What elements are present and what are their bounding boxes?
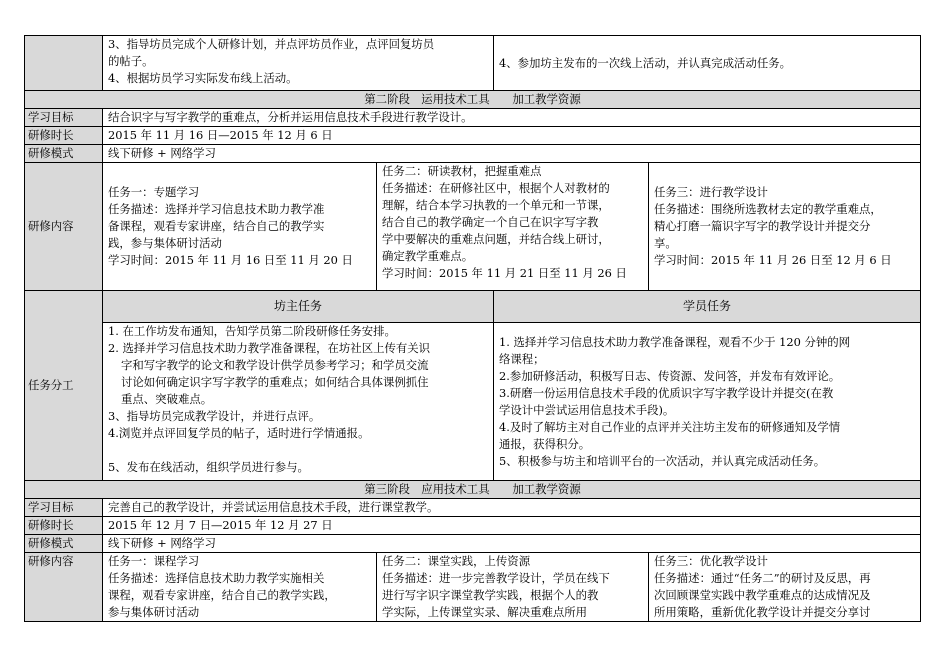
text-line: 任务一：课程学习 — [108, 554, 200, 568]
mode-value: 线下研修 + 网络学习 — [103, 535, 921, 553]
list-item: 4.及时了解坊主对自己作业的点评并关注坊主发布的研修通知及学情 — [499, 419, 841, 434]
text-line: 任务一：专题学习 — [108, 185, 200, 199]
list-item: 2. 选择并学习信息技术助力教学准备课程，在坊社区上传有关识 — [108, 341, 431, 355]
task-cell — [649, 553, 921, 622]
stage2-title-row — [25, 91, 921, 109]
text-line: 课程，观看专家讲座，结合自己的教学实践， — [108, 588, 336, 602]
text-line: 次回顾课堂实践中教学重难点的达成情况及 — [654, 588, 871, 602]
list-item: 重点、突破难点。 — [121, 392, 213, 406]
division-header-row — [25, 291, 921, 323]
text-line: 4、参加坊主发布的一次线上活动，并认真完成活动任务。 — [499, 55, 792, 70]
text-line: 确定教学重难点。 — [382, 249, 474, 263]
list-item: 5、发布在线活动，组织学员进行参与。 — [108, 460, 309, 474]
leader-task-list — [103, 323, 494, 481]
text-line: 备课程，观看专家讲座，结合自己的教学实 — [108, 219, 325, 233]
text-line: 所用策略，重新优化教学设计并提交分享讨 — [654, 605, 871, 619]
text-line: 4、根据坊员学习实际发布线上活动。 — [108, 71, 298, 85]
goal-value: 完善自己的教学设计，并尝试运用信息技术手段，进行课堂教学。 — [103, 499, 921, 517]
row-label: 研修内容 — [25, 553, 103, 622]
leader-tasks-continued — [103, 36, 494, 91]
row-label: 研修时长 — [25, 127, 103, 145]
text-line: 进行写字识字课堂教学实践，根据个人的教 — [382, 588, 599, 602]
task-cell — [377, 163, 649, 291]
stage2-content-row — [25, 163, 921, 291]
duration-value: 2015 年 12 月 7 日—2015 年 12 月 27 日 — [103, 517, 921, 535]
stage3-mode-row — [25, 535, 921, 553]
member-task-list — [494, 323, 921, 481]
text-line: 任务描述：围绕所选教材去定的教学重难点， — [654, 202, 882, 216]
text-line: 任务描述：选择信息技术助力教学实施相关 — [108, 571, 325, 585]
text-line: 任务描述：进一步完善教学设计，学员在线下 — [382, 571, 610, 585]
list-item: 3、指导坊员完成教学设计，并进行点评。 — [108, 409, 321, 423]
goal-value: 结合识字与写字教学的重难点，分析并运用信息技术手段进行教学设计。 — [103, 109, 921, 127]
row-label: 研修模式 — [25, 535, 103, 553]
blank-line — [121, 442, 488, 459]
text-line: 任务二：研读教材，把握重难点 — [382, 164, 542, 178]
leader-header: 坊主任务 — [103, 291, 494, 323]
text-line: 任务二：课堂实践，上传资源 — [382, 554, 531, 568]
stage3-title-row — [25, 481, 921, 499]
text-line: 理解，结合本学习执教的一个单元和一节课， — [382, 198, 610, 212]
text-line: 精心打磨一篇识字写字的教学设计并提交分 — [654, 219, 871, 233]
text-line: 学实际，上传课堂实录、解决重难点所用 — [382, 605, 588, 619]
task-cell — [103, 553, 377, 622]
stage3-goal-row — [25, 499, 921, 517]
list-item: 字和写字教学的论文和教学设计供学员参考学习；和学员交流 — [121, 358, 429, 372]
task-cell — [103, 163, 377, 291]
text-line: 3、指导坊员完成个人研修计划，并点评坊员作业，点评回复坊员 — [108, 37, 435, 51]
duration-value: 2015 年 11 月 16 日—2015 年 12 月 6 日 — [103, 127, 921, 145]
stage-title: 第二阶段 运用技术工具 加工教学资源 — [25, 91, 921, 109]
stage2-goal-row — [25, 109, 921, 127]
list-item: 讨论如何确定识字写字教学的重难点；如何结合具体课例抓住 — [121, 375, 429, 389]
text-line: 学习时间：2015 年 11 月 16 日至 11 月 20 日 — [108, 253, 353, 267]
text-line: 享。 — [654, 236, 677, 250]
list-item: 1. 选择并学习信息技术助力教学准备课程，观看不少于 120 分钟的网 — [499, 334, 851, 349]
division-body-row — [25, 323, 921, 481]
row-label: 任务分工 — [25, 291, 103, 481]
task-cell — [649, 163, 921, 291]
text-line: 学习时间：2015 年 11 月 21 日至 11 月 26 日 — [382, 266, 627, 280]
text-line: 学习时间：2015 年 11 月 26 日至 12 月 6 日 — [654, 253, 892, 267]
list-item: 通报，获得积分。 — [499, 436, 591, 451]
text-line: 参与集体研讨活动 — [108, 605, 200, 619]
mode-value: 线下研修 + 网络学习 — [103, 145, 921, 163]
list-item: 5、积极参与坊主和培训平台的一次活动，并认真完成活动任务。 — [499, 453, 826, 468]
stage2-duration-row — [25, 127, 921, 145]
text-line: 任务描述：选择并学习信息技术助力教学准 — [108, 202, 325, 216]
task-cell — [377, 553, 649, 622]
text-line: 践，参与集体研讨活动 — [108, 236, 222, 250]
text-line: 任务描述：通过“任务二”的研讨及反思，再 — [654, 571, 871, 585]
text-line: 任务三：优化教学设计 — [654, 554, 768, 568]
text-line: 学中要解决的重难点问题，并结合线上研讨， — [382, 232, 610, 246]
text-line: 任务三：进行教学设计 — [654, 185, 768, 199]
stage2-mode-row — [25, 145, 921, 163]
row-label: 研修模式 — [25, 145, 103, 163]
stage3-duration-row — [25, 517, 921, 535]
list-item: 4.浏览并点评回复学员的帖子，适时进行学情通报。 — [108, 426, 370, 440]
member-header: 学员任务 — [494, 291, 921, 323]
training-plan-table — [24, 35, 921, 622]
row-label: 学习目标 — [25, 499, 103, 517]
list-item: 3.研磨一份运用信息技术手段的优质识字写字教学设计并提交(在教 — [499, 385, 834, 400]
list-item: 络课程； — [499, 351, 545, 366]
list-item: 2.参加研修活动，积极写日志、传资源、发问答，并发布有效评论。 — [499, 368, 841, 383]
stage-title: 第三阶段 应用技术工具 加工教学资源 — [25, 481, 921, 499]
text-line: 任务描述：在研修社区中，根据个人对教材的 — [382, 181, 610, 195]
row-label: 学习目标 — [25, 109, 103, 127]
text-line: 的帖子。 — [108, 54, 154, 68]
label-cell-empty — [25, 36, 103, 91]
text-line: 结合自己的教学确定一个自己在识字写字教 — [382, 215, 599, 229]
list-item: 学设计中尝试运用信息技术手段)。 — [499, 402, 675, 417]
document-page — [24, 35, 920, 622]
list-item: 1. 在工作坊发布通知，告知学员第二阶段研修任务安排。 — [108, 324, 396, 338]
row-label: 研修时长 — [25, 517, 103, 535]
stage3-content-row — [25, 553, 921, 622]
member-tasks-continued — [494, 36, 921, 91]
stage1-continuation-row — [25, 36, 921, 91]
row-label: 研修内容 — [25, 163, 103, 291]
